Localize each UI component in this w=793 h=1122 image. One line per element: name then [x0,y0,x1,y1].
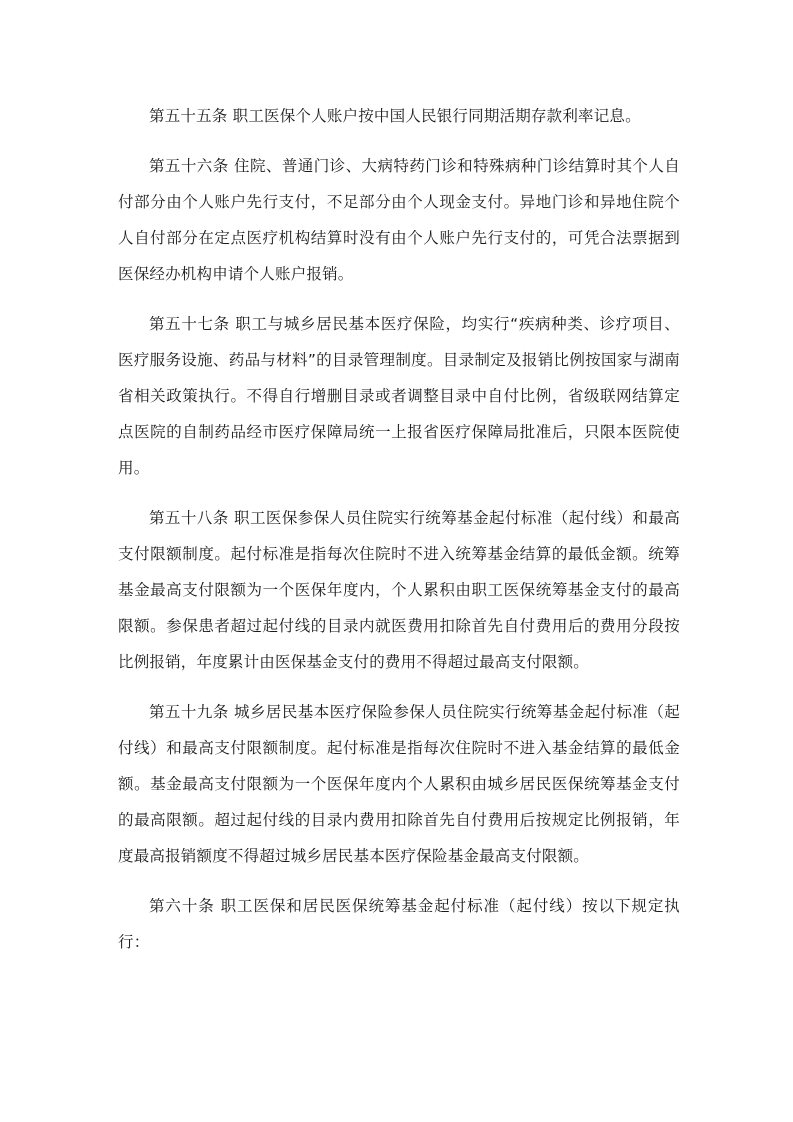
document-body [118,98,680,974]
article-56-paragraph: 第五十六条 住院、普通门诊、大病特药门诊和特殊病种门诊结算时其个人自付部分由个人账户先行支付，不足部分由个人现金支付。异地门诊和异地住院个人自付部分在定点医疗机构结算时没有由个人账户先行支付的，可凭合法票据到医保经办机构申请个人账户报销。 [118,157,680,283]
article-57-paragraph: 第五十七条 职工与城乡居民基本医疗保险，均实行“疾病种类、诊疗项目、医疗服务设施、药品与材料”的目录管理制度。目录制定及报销比例按国家与湖南省相关政策执行。不得自行增删目录或者调整目录中自付比例，省级联网结算定点医院的自制药品经市医疗保障局统一上报省医疗保障局批准后，只限本医院使用。 [118,315,680,477]
article-60-paragraph: 第六十条 职工医保和居民医保统筹基金起付标准（起付线）按以下规定执行： [118,897,680,951]
article-58-paragraph: 第五十八条 职工医保参保人员住院实行统筹基金起付标准（起付线）和最高支付限额制度。起付标准是指每次住院时不进入统筹基金结算的最低金额。统筹基金最高支付限额为一个医保年度内，个人累积由职工医保统筹基金支付的最高限额。参保患者超过起付线的目录内就医费用扣除首先自付费用后的费用分段按比例报销，年度累计由医保基金支付的费用不得超过最高支付限额。 [118,509,680,671]
article-59-paragraph: 第五十九条 城乡居民基本医疗保险参保人员住院实行统筹基金起付标准（起付线）和最高支付限额制度。起付标准是指每次住院时不进入基金结算的最低金额。基金最高支付限额为一个医保年度内个人累积由城乡居民医保统筹基金支付的最高限额。超过起付线的目录内费用扣除首先自付费用后按规定比例报销，年度最高报销额度不得超过城乡居民基本医疗保险基金最高支付限额。 [118,703,680,865]
article-55-paragraph: 第五十五条 职工医保个人账户按中国人民银行同期活期存款利率记息。 [149,107,641,125]
